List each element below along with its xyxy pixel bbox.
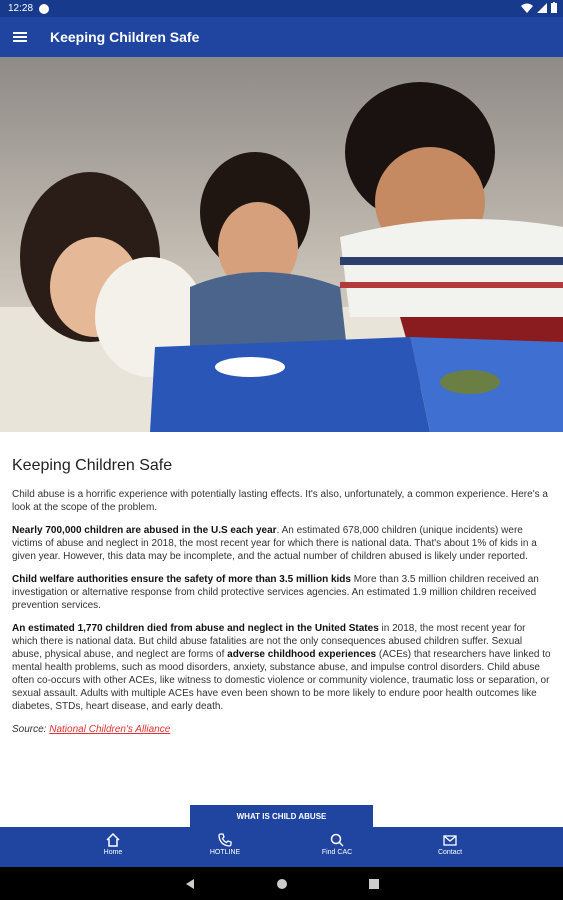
paragraph-welfare bbox=[12, 573, 552, 612]
source-label: Source: bbox=[12, 724, 50, 735]
p3-bold-aces: adverse childhood experiences bbox=[227, 649, 377, 660]
p1-text: . An estimated 678,000 children (unique incidents) were victims of abuse and neglect in 2018, the most recent year for which there is national data. That's about 1% of kids in a given year. However, this data may be incomplete, and the actual number of children abused is likely under reported. bbox=[12, 525, 537, 562]
nav-find-cac[interactable] bbox=[307, 833, 367, 856]
back-icon[interactable] bbox=[184, 878, 196, 890]
p3-text-a: in 2018, the most recent year for which there is national data. But child abuse fatalities are not the only consequences abused children suffer. Sexual abuse, physical abuse, and neglect are forms of bbox=[12, 623, 526, 660]
notification-icon bbox=[39, 4, 49, 14]
nav-home-label: Home bbox=[103, 849, 123, 856]
paragraph-abuse-stats bbox=[12, 524, 552, 563]
status-icons bbox=[521, 2, 557, 13]
p3-bold: An estimated 1,770 children died from abuse and neglect in the United States bbox=[12, 623, 379, 634]
menu-button[interactable] bbox=[0, 17, 40, 57]
nav-find-cac-label: Find CAC bbox=[321, 849, 353, 856]
wifi-icon bbox=[521, 3, 533, 13]
phone-icon bbox=[218, 833, 232, 847]
nav-home[interactable] bbox=[83, 833, 143, 856]
what-is-child-abuse-button[interactable]: WHAT IS CHILD ABUSE bbox=[190, 803, 373, 827]
nav-hotline-label: HOTLINE bbox=[209, 849, 241, 856]
bottom-navigation bbox=[0, 827, 563, 867]
signal-icon bbox=[537, 3, 547, 13]
p3-text-b: (ACEs) that researchers have linked to mental health problems, such as mood disorders, anxiety, substance abuse, and impulse control disorders. Child abuse often co-occurs with other ACEs, like witness to domestic violence or community violence, traumatic loss or separation, or sexual assault. Adults with multiple ACEs have even been shown to be more likely to endure poor health outcomes like diabetes, STDs, heart disease, and early death. bbox=[12, 649, 551, 712]
paragraph-fatalities bbox=[12, 622, 552, 713]
p2-text: More than 3.5 million children received an investigation or alternative response from child protective services agencies. An estimated 1.9 million children received prevention services. bbox=[12, 574, 539, 611]
status-bar bbox=[0, 0, 563, 17]
article-heading: Keeping Children Safe bbox=[12, 457, 173, 474]
nav-contact-label: Contact bbox=[437, 849, 463, 856]
app-bar bbox=[0, 17, 563, 57]
system-navigation-bar bbox=[0, 867, 563, 900]
battery-icon bbox=[551, 2, 557, 13]
hero-image bbox=[0, 57, 563, 432]
article bbox=[12, 456, 552, 746]
search-icon bbox=[330, 833, 344, 847]
intro-paragraph: Child abuse is a horrific experience with potentially lasting effects. It's also, unfortunately, a common experience. Here's a look at the scope of the problem. bbox=[12, 489, 548, 513]
status-time: 12:28 bbox=[8, 3, 34, 14]
home-icon bbox=[106, 833, 120, 847]
nav-contact[interactable] bbox=[420, 833, 480, 856]
hamburger-icon bbox=[13, 31, 27, 43]
app-title: Keeping Children Safe bbox=[50, 29, 200, 45]
mail-icon bbox=[443, 833, 457, 847]
p1-bold: Nearly 700,000 children are abused in the U.S each year bbox=[12, 525, 277, 536]
p2-bold: Child welfare authorities ensure the safety of more than 3.5 million kids bbox=[12, 574, 351, 585]
nav-hotline[interactable] bbox=[195, 833, 255, 856]
source-line bbox=[12, 723, 552, 736]
home-button-icon[interactable] bbox=[276, 878, 288, 890]
recents-icon[interactable] bbox=[368, 878, 380, 890]
source-link[interactable]: National Children's Alliance bbox=[49, 724, 171, 735]
